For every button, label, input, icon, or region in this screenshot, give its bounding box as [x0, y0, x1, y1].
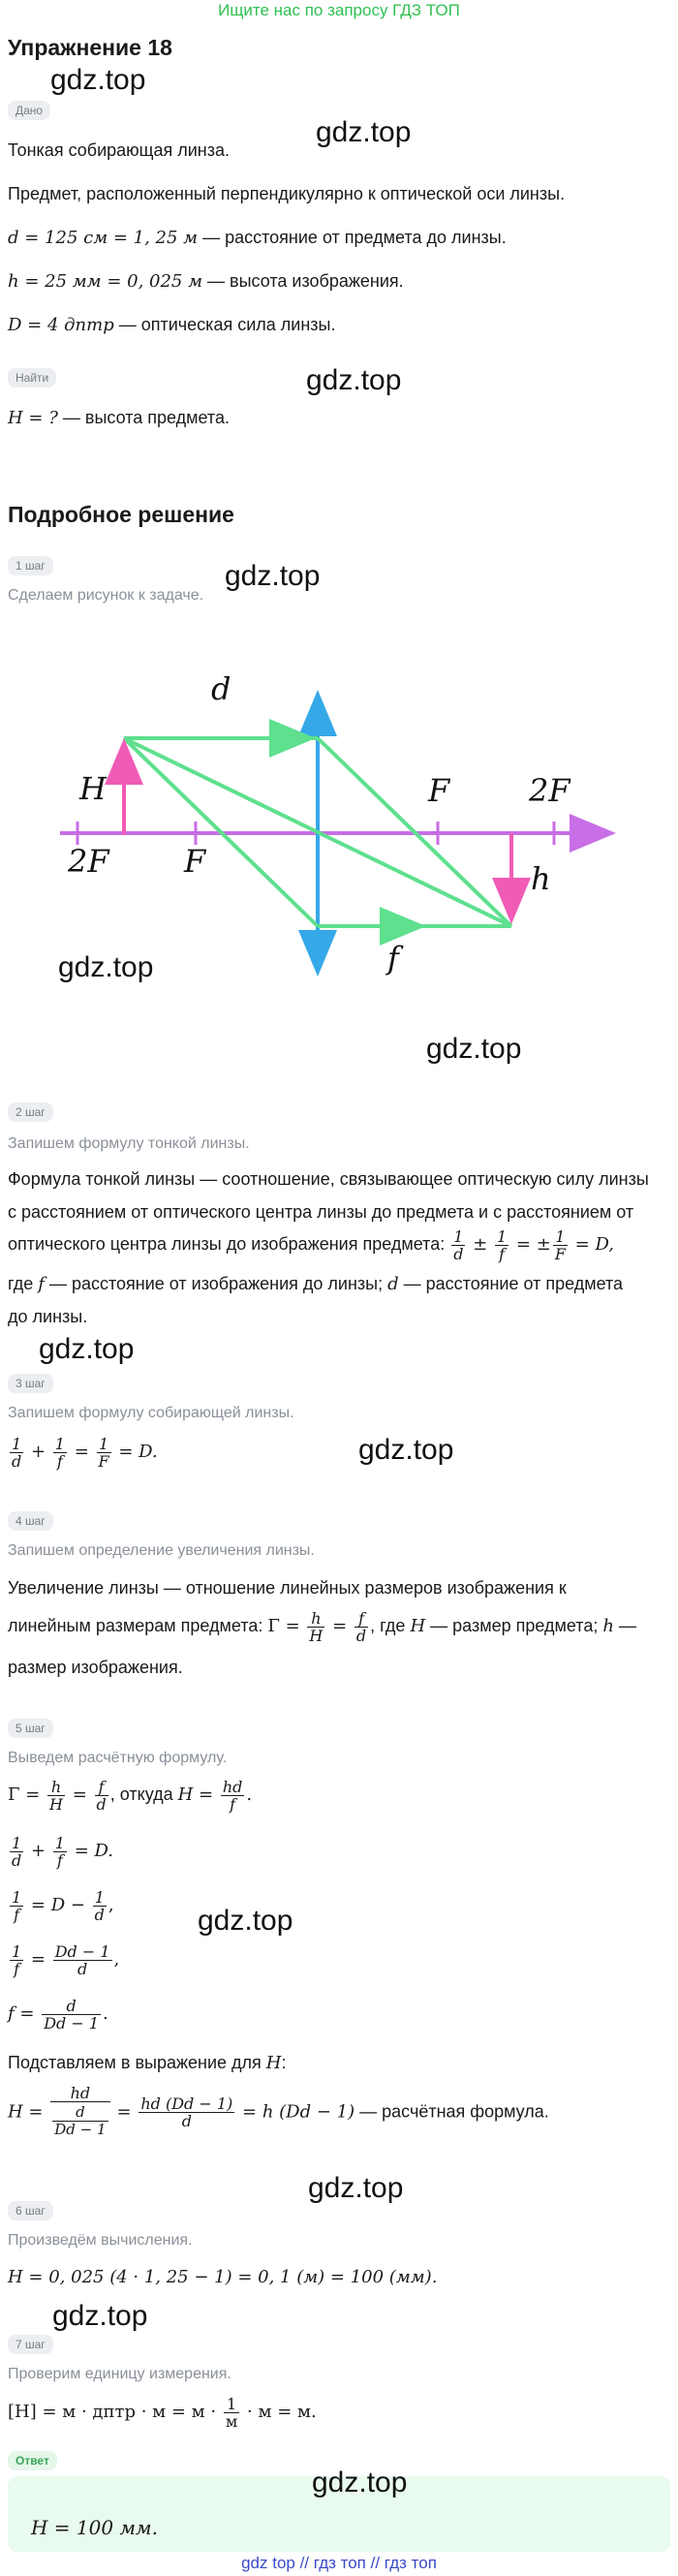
label-f: f: [387, 940, 399, 977]
watermark: gdz.top: [316, 116, 412, 148]
given-d-expr: d = 125 см = 1, 25 м: [8, 228, 199, 248]
find-H: [8, 401, 670, 435]
step-4-label: 4 шаг: [8, 1511, 53, 1531]
step-4-p1: Увеличение линзы — отношение линейных размеров изображения к: [8, 1578, 567, 1598]
given-d-desc: — расстояние от предмета до линзы.: [198, 228, 507, 247]
step-2-label: 2 шаг: [8, 1102, 53, 1122]
step-5-line-3: $\frac{1}{f}$ = D − $\frac{1}{d}$ ,: [12, 1887, 114, 1924]
watermark: gdz.top: [52, 2300, 148, 2332]
answer-label: Ответ: [8, 2451, 57, 2470]
step-6-label: 6 шаг: [8, 2201, 53, 2220]
step-7-label: 7 шаг: [8, 2335, 53, 2354]
given-label: Дано: [8, 101, 50, 120]
step-7-units: [H] = м · дптр · м = м · $\frac{1}{м}$ · м = м.: [8, 2394, 317, 2431]
label-2F-right: 2F: [529, 772, 570, 809]
given-D-expr: D = 4 дптр: [8, 315, 114, 335]
step-2-p4: где f — расстояние от изображения до линзы; d — расстояние от предмета: [8, 1274, 624, 1294]
step-5-subst: Подставляем в выражение для H:: [8, 2053, 287, 2073]
step-4-p3: размер изображения.: [8, 1658, 183, 1677]
find-label: Найти: [8, 368, 56, 388]
step-3-label: 3 шаг: [8, 1374, 53, 1393]
watermark: gdz.top: [308, 2172, 404, 2204]
watermark: gdz.top: [39, 1333, 135, 1365]
answer-text: H = 100 мм.: [31, 2516, 158, 2539]
given-h: [8, 264, 670, 298]
given-line-2: Предмет, расположенный перпендикулярно к оптической оси линзы.: [8, 184, 566, 203]
given-h-expr: h = 25 мм = 0, 025 м: [8, 271, 203, 292]
given-h-desc: — высота изображения.: [202, 271, 404, 291]
step-2-p2: с расстоянием от оптического центра линзы до предмета и с расстоянием от: [8, 1202, 634, 1222]
step-2-caption: Запишем формулу тонкой линзы.: [8, 1135, 250, 1152]
step-6-caption: Произведём вычисления.: [8, 2232, 193, 2249]
label-2F-left: 2F: [68, 843, 109, 880]
step-2-p5: до линзы.: [8, 1307, 88, 1326]
given-D: [8, 308, 670, 342]
find-H-expr: H = ?: [8, 408, 58, 428]
watermark: gdz.top: [198, 1905, 293, 1937]
step-1-caption: Сделаем рисунок к задаче.: [8, 587, 204, 604]
watermark: gdz.top: [50, 64, 146, 96]
step-4-p2: линейным размерам предмета: Γ = $\frac{h}{H}$ = $\frac{f}{d}$ , где H — размер предмета; h —: [8, 1608, 636, 1645]
find-H-desc: — высота предмета.: [57, 408, 230, 427]
step-5-line-4: $\frac{1}{f}$ = $\frac{Dd - 1}{d}$ ,: [12, 1941, 120, 1978]
promo-banner[interactable]: Ищите нас по запросу ГДЗ ТОП: [218, 1, 460, 19]
step-5-line-2: $\frac{1}{d}$ + $\frac{1}{f}$ = D.: [12, 1833, 114, 1870]
step-5-line-1: Γ = $\frac{h}{H}$ = $\frac{f}{d}$ , откуда H = $\frac{hd}{f}$ .: [8, 1777, 253, 1814]
step-5-final: H = $\frac{hd}{\frac{d}{Dd - 1}}$ = $\frac{hd (Dd - 1)}{d}$ = h (Dd − 1) — расчётная формула.: [8, 2084, 549, 2138]
watermark: gdz.top: [306, 364, 402, 396]
label-F-left: F: [184, 843, 206, 880]
footer-links[interactable]: gdz top // гдз топ // гдз топ: [241, 2554, 437, 2572]
step-4-caption: Запишем определение увеличения линзы.: [8, 1542, 315, 1559]
given-line-1: Тонкая собирающая линза.: [8, 140, 230, 160]
step-5-caption: Выведем расчётную формулу.: [8, 1750, 228, 1766]
page-title: Упражнение 18: [8, 35, 172, 60]
watermark: gdz.top: [312, 2467, 408, 2498]
step-3-caption: Запишем формулу собирающей линзы.: [8, 1405, 294, 1421]
label-F-right: F: [428, 772, 450, 809]
step-3-formula: $\frac{1}{d}$ + $\frac{1}{f}$ = $\frac{1}{F}$ = D.: [12, 1434, 158, 1471]
watermark: gdz.top: [426, 1033, 522, 1065]
step-6-calc: H = 0, 025 (4 · 1, 25 − 1) = 0, 1 (м) = 100 (мм).: [8, 2267, 438, 2287]
watermark: gdz.top: [225, 560, 321, 592]
label-d: d: [211, 670, 231, 707]
step-7-caption: Проверим единицу измерения.: [8, 2366, 231, 2382]
label-h: h: [531, 860, 551, 897]
given-d: [8, 221, 670, 255]
given-D-desc: — оптическая сила линзы.: [113, 315, 336, 334]
label-H: H: [79, 770, 107, 807]
step-2-p3: оптического центра линзы до изображения предмета: $\frac{1}{d}$ ± $\frac{1}{f}$ = ± $\frac{1}{F}$ = D,: [8, 1226, 614, 1263]
watermark: gdz.top: [358, 1434, 454, 1466]
step-1-label: 1 шаг: [8, 556, 53, 575]
lens-diagram: [0, 620, 678, 988]
watermark: gdz.top: [58, 951, 154, 983]
step-2-p1: Формула тонкой линзы — соотношение, связывающее оптическую силу линзы: [8, 1169, 649, 1189]
step-5-label: 5 шаг: [8, 1719, 53, 1738]
solution-title: Подробное решение: [8, 502, 234, 527]
step-5-line-5: f = $\frac{d}{Dd - 1}$ .: [8, 1996, 108, 2033]
